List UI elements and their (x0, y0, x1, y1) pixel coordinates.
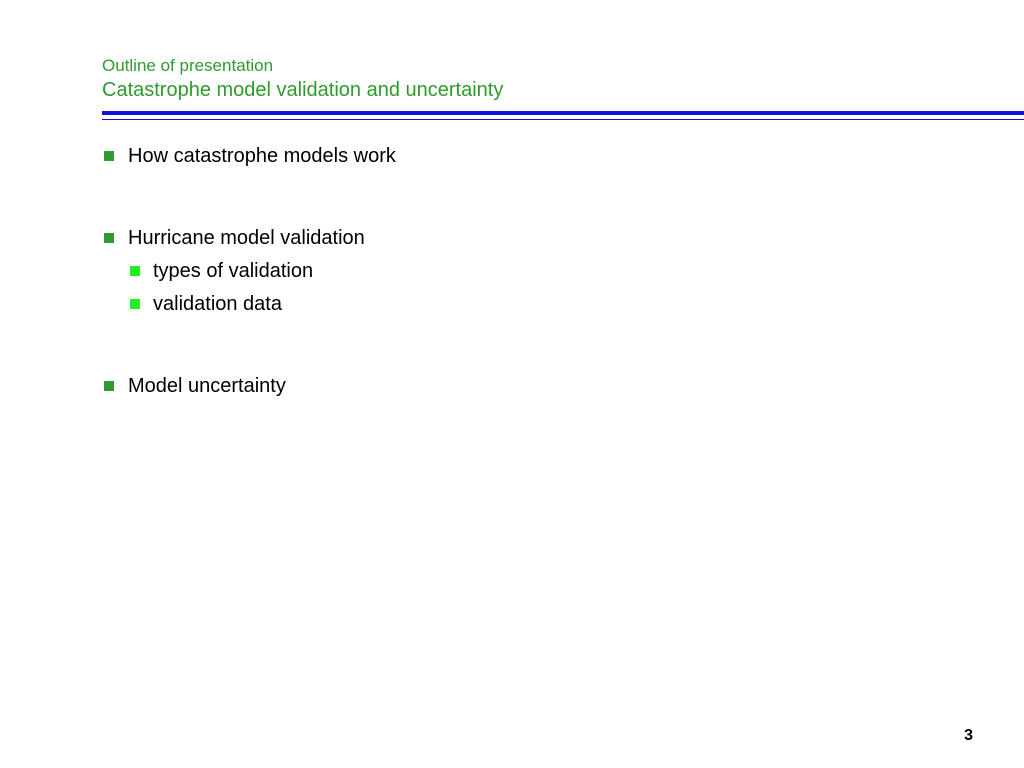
list-item (104, 144, 396, 168)
list-item-label: How catastrophe models work (128, 145, 396, 167)
square-bullet-icon (130, 299, 140, 309)
outline-list (104, 0, 1004, 768)
sub-list-item (130, 259, 313, 283)
sub-list-item-label: types of validation (153, 260, 314, 282)
sub-list-item (130, 292, 282, 316)
slide-title: Catastrophe model validation and uncertainty (102, 79, 504, 101)
sub-list-item-label: validation data (153, 293, 282, 315)
list-item (104, 374, 286, 398)
page-number: 3 (964, 727, 973, 744)
square-bullet-icon (130, 266, 140, 276)
slide-subtitle: Outline of presentation (102, 56, 274, 75)
list-item (104, 226, 365, 250)
list-item-label: Model uncertainty (128, 375, 286, 397)
square-bullet-icon (104, 381, 114, 391)
square-bullet-icon (104, 233, 114, 243)
list-item-label: Hurricane model validation (128, 227, 365, 249)
square-bullet-icon (104, 151, 114, 161)
